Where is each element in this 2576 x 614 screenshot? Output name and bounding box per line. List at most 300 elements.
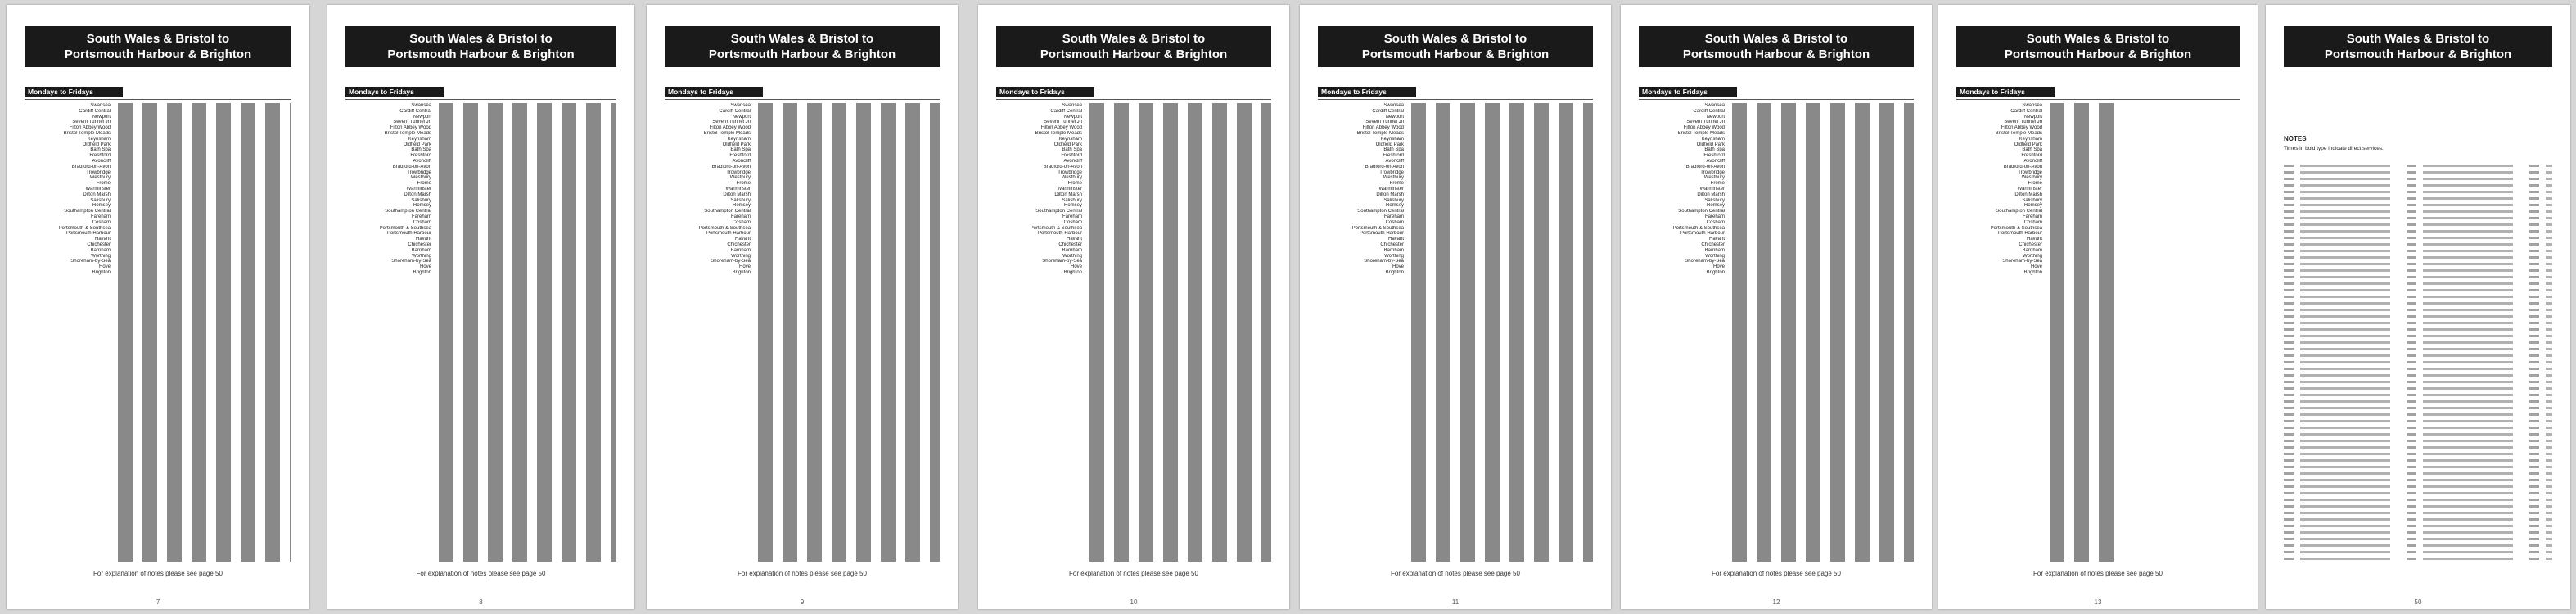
station-name: Romsey xyxy=(92,203,111,209)
station-name: Cosham xyxy=(1063,219,1082,225)
footnote: For explanation of notes please see page 50 xyxy=(93,570,223,577)
station-name: Filton Abbey Wood xyxy=(69,125,111,131)
timetable xyxy=(345,103,616,562)
timetable xyxy=(996,103,1271,562)
station-name: Bath Spa xyxy=(2022,147,2042,153)
station-name: Keynsham xyxy=(1058,136,1082,142)
station-name: Keynsham xyxy=(727,136,751,142)
section-label: Mondays to Fridays xyxy=(1639,87,1737,97)
notes-title: NOTES xyxy=(2284,135,2307,142)
station-name: Cosham xyxy=(1385,219,1404,225)
station-name: Bristol Temple Meads xyxy=(1677,130,1725,136)
divider xyxy=(1318,99,1593,100)
station-name: Bradford-on-Avon xyxy=(711,164,751,169)
station-name: Warminster xyxy=(725,186,751,192)
station-name: Portsmouth Harbour xyxy=(1997,231,2042,237)
station-name: Trowbridge xyxy=(726,169,751,175)
station-name: Fareham xyxy=(411,214,431,219)
station-name: Southampton Central xyxy=(1357,209,1404,214)
time-grid xyxy=(435,103,616,562)
station-name: Newport xyxy=(2023,114,2042,120)
station-name: Havant xyxy=(734,237,751,242)
station-name: Hove xyxy=(1712,264,1725,270)
station-name: Bristol Temple Meads xyxy=(703,130,751,136)
station-name: Newport xyxy=(1063,114,1082,120)
station-name: Worthing xyxy=(412,253,431,259)
station-list xyxy=(1639,103,1725,562)
time-grid xyxy=(1729,103,1914,562)
page-title-banner xyxy=(1639,26,1914,67)
station-name: Bath Spa xyxy=(1383,147,1404,153)
station-name: Bath Spa xyxy=(411,147,431,153)
station-name: Shoreham-by-Sea xyxy=(391,259,431,264)
station-name: Chichester xyxy=(1058,242,1082,247)
timetable-page-11 xyxy=(1300,5,1611,609)
title-line-1: South Wales & Bristol to xyxy=(2026,32,2170,46)
station-name: Cosham xyxy=(413,219,431,225)
station-name: Romsey xyxy=(413,203,431,209)
station-name: Freshford xyxy=(1703,153,1725,159)
page-number: 10 xyxy=(1130,598,1138,606)
station-name: Chichester xyxy=(727,242,751,247)
timetable xyxy=(25,103,291,562)
footnote: For explanation of notes please see page 50 xyxy=(2033,570,2163,577)
page-number: 7 xyxy=(156,598,160,606)
station-name: Fareham xyxy=(730,214,751,219)
station-name: Brighton xyxy=(413,269,431,275)
page-title-banner xyxy=(996,26,1271,67)
station-name: Brighton xyxy=(1706,269,1725,275)
divider xyxy=(996,99,1271,100)
station-name: Brighton xyxy=(1063,269,1082,275)
station-name: Warminster xyxy=(2017,186,2042,192)
page-title-banner xyxy=(25,26,291,67)
station-name: Bath Spa xyxy=(1704,147,1725,153)
station-name: Oldfield Park xyxy=(1053,142,1082,147)
station-name: Bath Spa xyxy=(1062,147,1082,153)
station-name: Filton Abbey Wood xyxy=(390,125,431,131)
divider xyxy=(665,99,940,100)
time-grid xyxy=(1408,103,1593,562)
station-name: Dilton Marsh xyxy=(2014,192,2042,197)
notes-list xyxy=(2284,160,2552,560)
station-name: Dilton Marsh xyxy=(83,192,111,197)
station-name: Shoreham-by-Sea xyxy=(711,259,751,264)
footnote: For explanation of notes please see page 50 xyxy=(1712,570,1841,577)
station-name: Dilton Marsh xyxy=(1054,192,1082,197)
station-name: Worthing xyxy=(91,253,111,259)
timetable xyxy=(1639,103,1914,562)
station-name: Keynsham xyxy=(2019,136,2042,142)
station-name: Hove xyxy=(2030,264,2042,270)
page-title-banner xyxy=(1956,26,2240,67)
station-name: Barnham xyxy=(90,247,111,253)
time-grid xyxy=(755,103,940,562)
station-name: Barnham xyxy=(1383,247,1404,253)
station-name: Cardiff Central xyxy=(2010,108,2042,114)
timetable-page-13 xyxy=(1938,5,2258,609)
station-name: Fareham xyxy=(1704,214,1725,219)
page-number: 50 xyxy=(2414,598,2422,606)
footnote: For explanation of notes please see page 50 xyxy=(738,570,867,577)
divider xyxy=(345,99,616,100)
station-name: Portsmouth Harbour xyxy=(1359,231,1404,237)
station-name: Bradford-on-Avon xyxy=(1685,164,1725,169)
station-name: Frome xyxy=(2028,181,2042,187)
station-list xyxy=(1956,103,2042,562)
station-name: Brighton xyxy=(2023,269,2042,275)
station-name: Frome xyxy=(96,181,111,187)
station-name: Trowbridge xyxy=(407,169,431,175)
station-name: Romsey xyxy=(1706,203,1725,209)
station-name: Portsmouth & Southsea xyxy=(379,225,431,231)
title-line-2: Portsmouth Harbour & Brighton xyxy=(2324,47,2512,61)
station-name: Chichester xyxy=(87,242,111,247)
station-name: Avoncliff xyxy=(413,158,431,164)
station-name: Westbury xyxy=(2021,175,2042,181)
station-name: Trowbridge xyxy=(86,169,111,175)
station-name: Swansea xyxy=(2022,103,2042,108)
station-name: Swansea xyxy=(1704,103,1725,108)
page-number: 13 xyxy=(2094,598,2102,606)
station-name: Filton Abbey Wood xyxy=(1040,125,1082,131)
station-list xyxy=(996,103,1082,562)
station-name: Avoncliff xyxy=(732,158,751,164)
page-number: 9 xyxy=(800,598,805,606)
station-name: Portsmouth Harbour xyxy=(1037,231,1082,237)
station-name: Freshford xyxy=(1061,153,1082,159)
station-name: Fareham xyxy=(90,214,111,219)
timetable-page-10 xyxy=(978,5,1289,609)
station-name: Oldfield Park xyxy=(1375,142,1404,147)
station-name: Bath Spa xyxy=(730,147,751,153)
station-name: Newport xyxy=(413,114,431,120)
section-label: Mondays to Fridays xyxy=(1318,87,1416,97)
timetable-page-7 xyxy=(7,5,309,609)
title-line-1: South Wales & Bristol to xyxy=(1062,32,1206,46)
station-name: Brighton xyxy=(732,269,751,275)
station-name: Freshford xyxy=(410,153,431,159)
station-name: Avoncliff xyxy=(2023,158,2042,164)
station-name: Oldfield Park xyxy=(82,142,111,147)
timetable-page-12 xyxy=(1621,5,1932,609)
station-name: Southampton Central xyxy=(1035,209,1082,214)
title-line-1: South Wales & Bristol to xyxy=(409,32,553,46)
page-title-banner xyxy=(1318,26,1593,67)
station-name: Worthing xyxy=(731,253,751,259)
station-name: Keynsham xyxy=(408,136,431,142)
station-name: Severn Tunnel Jn xyxy=(1044,120,1082,125)
station-name: Swansea xyxy=(411,103,431,108)
station-name: Fareham xyxy=(2022,214,2042,219)
station-name: Oldfield Park xyxy=(403,142,431,147)
section-label: Mondays to Fridays xyxy=(1956,87,2055,97)
station-list xyxy=(1318,103,1404,562)
station-name: Severn Tunnel Jn xyxy=(1365,120,1404,125)
title-line-2: Portsmouth Harbour & Brighton xyxy=(2004,47,2192,61)
station-name: Freshford xyxy=(1383,153,1404,159)
station-name: Bath Spa xyxy=(90,147,111,153)
station-name: Severn Tunnel Jn xyxy=(712,120,751,125)
station-name: Warminster xyxy=(406,186,431,192)
station-name: Warminster xyxy=(1699,186,1725,192)
station-name: Trowbridge xyxy=(1700,169,1725,175)
station-name: Trowbridge xyxy=(1379,169,1404,175)
station-name: Trowbridge xyxy=(2018,169,2042,175)
station-name: Bradford-on-Avon xyxy=(1043,164,1082,169)
station-name: Salisbury xyxy=(1704,197,1725,203)
station-name: Southampton Central xyxy=(704,209,751,214)
station-name: Shoreham-by-Sea xyxy=(70,259,111,264)
station-name: Portsmouth Harbour xyxy=(1680,231,1725,237)
station-name: Cosham xyxy=(1706,219,1725,225)
title-line-2: Portsmouth Harbour & Brighton xyxy=(1361,47,1550,61)
station-name: Cardiff Central xyxy=(1693,108,1725,114)
station-name: Barnham xyxy=(1062,247,1082,253)
station-name: Salisbury xyxy=(2022,197,2042,203)
station-name: Freshford xyxy=(2021,153,2042,159)
station-name: Southampton Central xyxy=(64,209,111,214)
station-name: Chichester xyxy=(2019,242,2042,247)
station-name: Dilton Marsh xyxy=(1376,192,1404,197)
station-name: Salisbury xyxy=(1383,197,1404,203)
time-grid xyxy=(115,103,291,562)
station-name: Swansea xyxy=(1062,103,1082,108)
station-name: Filton Abbey Wood xyxy=(1362,125,1404,131)
station-name: Worthing xyxy=(1062,253,1082,259)
station-name: Filton Abbey Wood xyxy=(1683,125,1725,131)
station-name: Worthing xyxy=(2023,253,2042,259)
station-name: Frome xyxy=(736,181,751,187)
station-name: Salisbury xyxy=(90,197,111,203)
station-name: Westbury xyxy=(729,175,751,181)
station-name: Southampton Central xyxy=(385,209,431,214)
station-name: Avoncliff xyxy=(1706,158,1725,164)
station-name: Frome xyxy=(1067,181,1082,187)
time-grid xyxy=(1086,103,1271,562)
station-name: Brighton xyxy=(92,269,111,275)
station-name: Barnham xyxy=(1704,247,1725,253)
station-name: Newport xyxy=(1385,114,1404,120)
station-name: Portsmouth Harbour xyxy=(706,231,751,237)
station-name: Chichester xyxy=(1701,242,1725,247)
station-name: Frome xyxy=(1389,181,1404,187)
station-name: Newport xyxy=(1706,114,1725,120)
station-name: Salisbury xyxy=(730,197,751,203)
station-name: Westbury xyxy=(89,175,111,181)
station-name: Avoncliff xyxy=(92,158,111,164)
station-name: Cardiff Central xyxy=(399,108,431,114)
station-name: Keynsham xyxy=(1380,136,1404,142)
station-name: Portsmouth & Southsea xyxy=(698,225,751,231)
section-label: Mondays to Fridays xyxy=(345,87,444,97)
station-list xyxy=(345,103,431,562)
divider xyxy=(25,99,291,100)
station-name: Oldfield Park xyxy=(1696,142,1725,147)
station-name: Cosham xyxy=(92,219,111,225)
station-name: Chichester xyxy=(408,242,431,247)
station-name: Havant xyxy=(1708,237,1725,242)
station-name: Avoncliff xyxy=(1385,158,1404,164)
station-name: Severn Tunnel Jn xyxy=(1686,120,1725,125)
station-name: Shoreham-by-Sea xyxy=(2002,259,2042,264)
timetable xyxy=(665,103,940,562)
notes-section xyxy=(2284,136,2552,560)
station-name: Havant xyxy=(1066,237,1082,242)
station-name: Severn Tunnel Jn xyxy=(72,120,111,125)
station-name: Fareham xyxy=(1383,214,1404,219)
time-grid xyxy=(2046,103,2118,562)
title-line-2: Portsmouth Harbour & Brighton xyxy=(387,47,575,61)
station-name: Cardiff Central xyxy=(79,108,111,114)
station-name: Freshford xyxy=(89,153,111,159)
station-list xyxy=(25,103,111,562)
station-name: Portsmouth & Southsea xyxy=(1030,225,1082,231)
station-name: Bristol Temple Meads xyxy=(1995,130,2042,136)
station-name: Portsmouth Harbour xyxy=(386,231,431,237)
station-name: Cosham xyxy=(732,219,751,225)
station-name: Shoreham-by-Sea xyxy=(1364,259,1404,264)
station-name: Havant xyxy=(415,237,431,242)
station-list xyxy=(665,103,751,562)
station-name: Hove xyxy=(98,264,111,270)
station-name: Westbury xyxy=(1703,175,1725,181)
station-name: Worthing xyxy=(1384,253,1404,259)
station-name: Bristol Temple Meads xyxy=(63,130,111,136)
station-name: Keynsham xyxy=(1701,136,1725,142)
section-label: Mondays to Fridays xyxy=(665,87,763,97)
station-name: Southampton Central xyxy=(1996,209,2042,214)
station-name: Hove xyxy=(738,264,751,270)
station-name: Swansea xyxy=(730,103,751,108)
station-name: Romsey xyxy=(732,203,751,209)
station-name: Bristol Temple Meads xyxy=(384,130,431,136)
station-name: Brighton xyxy=(1385,269,1404,275)
title-line-1: South Wales & Bristol to xyxy=(1704,32,1848,46)
station-name: Warminster xyxy=(85,186,111,192)
footnote: For explanation of notes please see page 50 xyxy=(1391,570,1520,577)
station-name: Swansea xyxy=(90,103,111,108)
section-label: Mondays to Fridays xyxy=(25,87,123,97)
station-name: Romsey xyxy=(1385,203,1404,209)
station-name: Warminster xyxy=(1057,186,1082,192)
page-title-banner xyxy=(345,26,616,67)
divider xyxy=(1639,99,1914,100)
station-name: Chichester xyxy=(1380,242,1404,247)
station-name: Westbury xyxy=(410,175,431,181)
section-label: Mondays to Fridays xyxy=(996,87,1094,97)
title-line-2: Portsmouth Harbour & Brighton xyxy=(1682,47,1870,61)
station-name: Trowbridge xyxy=(1058,169,1082,175)
station-name: Fareham xyxy=(1062,214,1082,219)
station-name: Westbury xyxy=(1383,175,1404,181)
station-name: Romsey xyxy=(1063,203,1082,209)
station-name: Filton Abbey Wood xyxy=(2001,125,2042,131)
station-name: Bristol Temple Meads xyxy=(1035,130,1082,136)
station-name: Dilton Marsh xyxy=(723,192,751,197)
station-name: Barnham xyxy=(411,247,431,253)
title-line-1: South Wales & Bristol to xyxy=(2346,32,2490,46)
station-name: Havant xyxy=(94,237,111,242)
timetable-page-8 xyxy=(327,5,634,609)
station-name: Keynsham xyxy=(87,136,111,142)
station-name: Portsmouth & Southsea xyxy=(1990,225,2042,231)
station-name: Dilton Marsh xyxy=(404,192,431,197)
station-name: Hove xyxy=(1392,264,1404,270)
station-name: Dilton Marsh xyxy=(1697,192,1725,197)
station-name: Bradford-on-Avon xyxy=(1365,164,1404,169)
station-name: Newport xyxy=(92,114,111,120)
title-line-1: South Wales & Bristol to xyxy=(86,32,230,46)
station-name: Portsmouth & Southsea xyxy=(1351,225,1404,231)
timetable xyxy=(1956,103,2118,562)
page-number: 12 xyxy=(1772,598,1780,606)
station-name: Worthing xyxy=(1705,253,1725,259)
station-name: Westbury xyxy=(1061,175,1082,181)
station-name: Avoncliff xyxy=(1063,158,1082,164)
title-line-2: Portsmouth Harbour & Brighton xyxy=(1040,47,1228,61)
station-name: Freshford xyxy=(729,153,751,159)
title-line-1: South Wales & Bristol to xyxy=(730,32,874,46)
station-name: Romsey xyxy=(2023,203,2042,209)
station-name: Portsmouth & Southsea xyxy=(58,225,111,231)
station-name: Newport xyxy=(732,114,751,120)
station-name: Southampton Central xyxy=(1678,209,1725,214)
footnote: For explanation of notes please see page 50 xyxy=(1069,570,1198,577)
station-name: Bradford-on-Avon xyxy=(71,164,111,169)
station-name: Severn Tunnel Jn xyxy=(393,120,431,125)
footnote: For explanation of notes please see page 50 xyxy=(416,570,546,577)
page-number: 11 xyxy=(1451,598,1459,606)
station-name: Filton Abbey Wood xyxy=(709,125,751,131)
station-name: Barnham xyxy=(730,247,751,253)
page-title-banner xyxy=(665,26,940,67)
station-name: Portsmouth Harbour xyxy=(65,231,111,237)
title-line-1: South Wales & Bristol to xyxy=(1383,32,1527,46)
page-number: 8 xyxy=(479,598,483,606)
station-name: Bradford-on-Avon xyxy=(392,164,431,169)
notes-intro: Times in bold type indicate direct services. xyxy=(2284,146,2384,151)
station-name: Oldfield Park xyxy=(2014,142,2042,147)
station-name: Salisbury xyxy=(411,197,431,203)
title-line-2: Portsmouth Harbour & Brighton xyxy=(708,47,896,61)
station-name: Cardiff Central xyxy=(1372,108,1404,114)
station-name: Warminster xyxy=(1378,186,1404,192)
station-name: Swansea xyxy=(1383,103,1404,108)
notes-page-50 xyxy=(2266,5,2570,609)
station-name: Barnham xyxy=(2022,247,2042,253)
timetable-page-9 xyxy=(647,5,958,609)
station-name: Hove xyxy=(419,264,431,270)
station-name: Cosham xyxy=(2023,219,2042,225)
station-name: Oldfield Park xyxy=(722,142,751,147)
timetable xyxy=(1318,103,1593,562)
station-name: Portsmouth & Southsea xyxy=(1672,225,1725,231)
title-line-2: Portsmouth Harbour & Brighton xyxy=(64,47,252,61)
station-name: Cardiff Central xyxy=(1050,108,1082,114)
page-title-banner xyxy=(2284,26,2552,67)
station-name: Bristol Temple Meads xyxy=(1356,130,1404,136)
station-name: Shoreham-by-Sea xyxy=(1042,259,1082,264)
station-name: Frome xyxy=(417,181,431,187)
station-name: Cardiff Central xyxy=(719,108,751,114)
station-name: Shoreham-by-Sea xyxy=(1685,259,1725,264)
station-name: Havant xyxy=(1387,237,1404,242)
station-name: Bradford-on-Avon xyxy=(2003,164,2042,169)
station-name: Hove xyxy=(1070,264,1082,270)
station-name: Severn Tunnel Jn xyxy=(2004,120,2042,125)
station-name: Frome xyxy=(1710,181,1725,187)
